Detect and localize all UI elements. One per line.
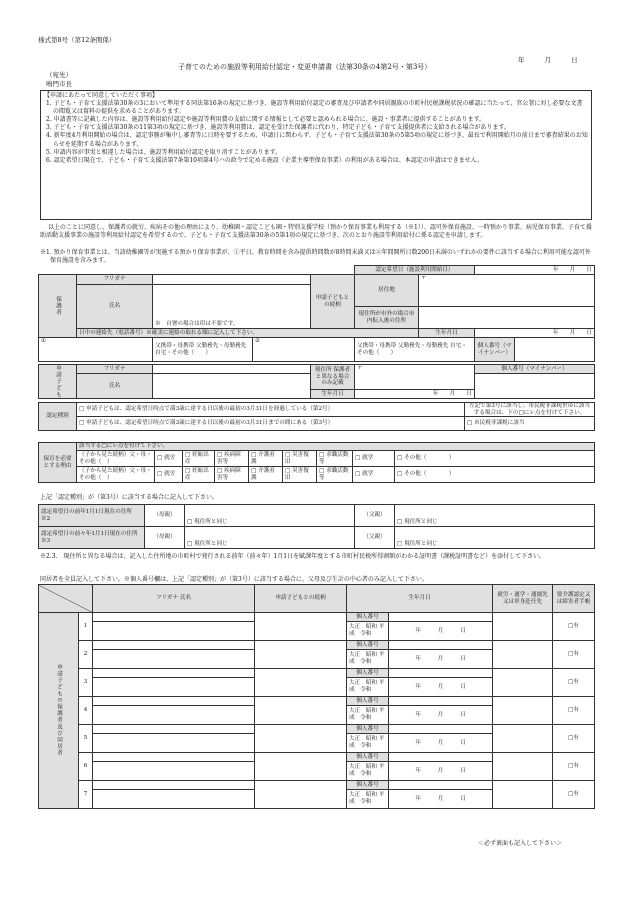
household-relation-field[interactable] <box>255 613 347 641</box>
household-mynumber-field[interactable] <box>389 781 493 790</box>
contact-2-field[interactable]: ② <box>253 338 355 362</box>
household-workplace-field[interactable] <box>493 753 553 781</box>
household-side-label: 申請子どもの保護者及び同居者 <box>39 613 79 809</box>
child-birth-field[interactable]: 年 月 日 <box>355 390 475 399</box>
household-era-select[interactable]: 大正 昭和 平成 令和 <box>347 762 389 781</box>
child-furigana-label: フリガナ <box>77 365 153 374</box>
category-table <box>38 402 595 431</box>
household-relation-field[interactable] <box>255 669 347 697</box>
reason-study-1[interactable]: □ 就学 <box>353 451 395 467</box>
household-care-cert-checkbox[interactable]: □有 <box>553 697 595 725</box>
reason-work-2[interactable]: □ 就労 <box>155 467 183 483</box>
household-era-select[interactable]: 大正 昭和 平成 令和 <box>347 790 389 809</box>
household-mynumber-label: 個人番号 <box>347 641 389 650</box>
col-relation: 申請子どもとの続柄 <box>255 585 347 613</box>
household-row <box>39 669 595 678</box>
notice-header: 【申請にあたって同意していただく事項】 <box>44 92 159 99</box>
household-care-cert-checkbox[interactable]: □有 <box>553 781 595 809</box>
intro-text: 以上のことに同意し、保護者の就労、疾病その他の理由により、幼稚園・認定こども園・特別支援学校（預かり保育事業も利用する（※1））、認可外保育施設、一時預かり事業、病児保育事業、子育て援助活動支援事業の施設等利用給付認定を希望するので、子ども・子育て支援法第30条の5第1項の規定に基づき、次のとおり施設等利用給付に係る認定を申請します。 <box>40 224 592 240</box>
category-option-3[interactable]: □ 申請子どもは、認定希望日時点で満3歳に達する日以後の最初の3月31日までの間にある（第3号） <box>77 417 465 431</box>
household-relation-field[interactable] <box>255 697 347 725</box>
contact-1-field[interactable]: ① <box>39 338 153 362</box>
daytime-contact-header: 日中の連絡先（電話番号）※確実に連絡の取れる順に記入して下さい。 <box>77 329 419 338</box>
prior-address-table <box>38 504 595 549</box>
household-furigana-field[interactable] <box>93 641 255 650</box>
child-table <box>38 364 595 399</box>
household-row-number: 7 <box>79 781 93 809</box>
household-relation-field[interactable] <box>255 641 347 669</box>
child-name-field[interactable] <box>153 374 311 399</box>
note-1: ※1. 預かり保育事業とは、当該幼稚園等が実施する預かり保育事業が、①平日、教育時間を含み提供時間数が8時間未満又は②年間開所日数200日未満のいずれかの要件に該当する場合に利用可能な認可外保育施設を含みます。 <box>40 249 591 265</box>
household-mynumber-field[interactable] <box>389 753 493 762</box>
household-table <box>38 584 595 809</box>
prior-year-father-label: （父親） <box>355 505 395 527</box>
col-care-cert: 要介護認定又は障害者手帳 <box>553 585 595 613</box>
household-birth-field[interactable]: 年 月 日 <box>389 734 493 753</box>
notice-item: 2. 申請書等に記載した内容は、施設等利用給付認定や施設等利用費の支給に関する情報として必要と認められる場合に、施設・事業者に提供することがあります。 <box>46 116 486 124</box>
household-mynumber-field[interactable] <box>389 641 493 650</box>
guardian-furigana-label: フリガナ <box>77 275 153 285</box>
sign-note: ※ 自署の場合は印は不要です。 <box>155 321 239 328</box>
category-option-2[interactable]: □ 申請子どもは、認定希望日時点で満3歳に達する日以後の最初の3月31日を経過している（第2号） <box>77 403 465 417</box>
household-row-number: 4 <box>79 697 93 725</box>
reason-jobseek-1[interactable]: □ 求職活動等 <box>317 451 353 467</box>
household-name-field[interactable] <box>93 650 255 669</box>
household-era-select[interactable]: 大正 昭和 平成 令和 <box>347 622 389 641</box>
household-workplace-field[interactable] <box>493 725 553 753</box>
prior-address-intro: 上記「認定種別」が（第3号）に該当する場合に記入して下さい。 <box>40 494 218 501</box>
prior-year-mother-label: （母親） <box>145 505 185 527</box>
relation-label: 申請子どもとの続柄 <box>311 275 355 329</box>
two-years-prior-label: 認定希望日の前々年1月1日現在の住所 ※3 <box>39 527 145 549</box>
household-row <box>39 613 595 622</box>
household-mynumber-field[interactable] <box>389 669 493 678</box>
note-2-3: ※2.3. 現住所と異なる場合は、記入した住所地の市町村で発行される前年（前々年）1月1日を賦課年度とする市町村民税所得割額がわかる証明書（課税証明書など）を添付して下さい。 <box>40 553 546 560</box>
household-name-field[interactable] <box>93 790 255 809</box>
household-row <box>39 781 595 790</box>
notice-item: 5. 申請内容が事実と相違した場合は、施設等利用給付認定を取り消すことがあります。 <box>46 148 282 156</box>
household-mynumber-field[interactable] <box>389 697 493 706</box>
hope-date-field[interactable]: 年 月 日 <box>475 266 595 275</box>
household-row <box>39 753 595 762</box>
date-line: 年 月 日 <box>518 56 578 64</box>
household-birth-field[interactable]: 年 月 日 <box>389 650 493 669</box>
care-reason-header: 該当する□にレ点を付けて下さい。 <box>77 443 595 451</box>
household-era-select[interactable]: 大正 昭和 平成 令和 <box>347 650 389 669</box>
residence-field[interactable]: 〒 <box>419 275 595 307</box>
guardian-mynumber-field[interactable] <box>515 338 595 362</box>
reason-other-2[interactable]: □ その他（ ） <box>395 467 595 483</box>
child-mynumber-label: 個人番号（マイナンバー） <box>475 365 595 374</box>
reason-pregnancy-1[interactable]: □ 妊娠出産 <box>183 451 215 467</box>
residence-label: 居住地 <box>355 275 419 307</box>
addressee-label: （宛先） <box>46 71 72 79</box>
household-relation-field[interactable] <box>255 725 347 753</box>
child-birth-label: 生年月日 <box>311 390 355 399</box>
household-furigana-field[interactable] <box>93 697 255 706</box>
col-name: フリガナ 氏名 <box>93 585 255 613</box>
household-row-number: 3 <box>79 669 93 697</box>
household-era-select[interactable]: 大正 昭和 平成 令和 <box>347 734 389 753</box>
household-row <box>39 697 595 706</box>
household-mynumber-label: 個人番号 <box>347 781 389 790</box>
household-row-number: 1 <box>79 613 93 641</box>
page-title: 子育てのための施設等利用給付認定・変更申請書（法第30条の4第2号・第3号） <box>178 63 432 71</box>
notice-item: 4. 新年度4月利用開始の場合は、認定事務が集中し審査等に日時を要するため、申請日に関わらず、子ども・子育て支援法第30条の5第5項の規定に基づき、最長で利用開始月の前日まで審査結果のお知らせを延期する場合があります。 <box>46 132 588 148</box>
household-row <box>39 725 595 734</box>
child-section-label: 申請子ども <box>39 365 77 399</box>
household-relation-field[interactable] <box>255 781 347 809</box>
guardian-birth-field[interactable]: 年 月 日 <box>475 329 595 338</box>
household-mynumber-label: 個人番号 <box>347 669 389 678</box>
reason-illness-2[interactable]: □ 疾病障害等 <box>215 467 249 483</box>
non-taxable-checkbox[interactable]: □ 市民税非課税に該当 <box>465 417 595 431</box>
reason-study-2[interactable]: □ 就学 <box>353 467 395 483</box>
reason-jobseek-2[interactable]: □ 求職活動等 <box>317 467 353 483</box>
household-care-cert-checkbox[interactable]: □有 <box>553 725 595 753</box>
notice-item: 6. 認定希望日現在で、子ども・子育て支援法第7条第10項第4号ハの政令で定める施設（企業主導型保育事業）の利用がある場合は、本認定の申請はできません。 <box>46 156 484 164</box>
household-row-number: 6 <box>79 753 93 781</box>
guardian-furigana-field[interactable] <box>153 275 311 285</box>
child-name-label: 氏名 <box>77 374 153 399</box>
household-row <box>39 641 595 650</box>
care-reason-label: 保育を必要とする理由 <box>39 443 77 483</box>
household-workplace-field[interactable] <box>493 613 553 641</box>
household-mynumber-field[interactable] <box>389 725 493 734</box>
guardian-section-label: 保護者 <box>39 275 77 338</box>
care-reason-relation-2[interactable]: （子から見た続柄）父・母・その他（ ） <box>77 467 155 483</box>
household-furigana-field[interactable] <box>93 753 255 762</box>
household-furigana-field[interactable] <box>93 613 255 622</box>
two-years-prior-father-label: （父親） <box>355 527 395 549</box>
household-corner <box>39 585 93 613</box>
household-workplace-field[interactable] <box>493 697 553 725</box>
household-name-field[interactable] <box>93 706 255 725</box>
reason-pregnancy-2[interactable]: □ 妊娠出産 <box>183 467 215 483</box>
col-workplace: 就労・通学・通園先又は単身赴任先 <box>493 585 553 613</box>
applicant-table <box>38 265 595 362</box>
reason-disaster-2[interactable]: □ 災害復旧 <box>283 467 317 483</box>
household-workplace-field[interactable] <box>493 641 553 669</box>
reason-nursing-1[interactable]: □ 介護看護 <box>249 451 283 467</box>
form-number: 様式第8号（第12条関係） <box>38 36 116 44</box>
household-era-select[interactable]: 大正 昭和 平成 令和 <box>347 678 389 697</box>
moved-in-label: 現住所が市外の場合市内転入後の住所 <box>355 307 419 329</box>
notice-item: 1. 子ども・子育て支援法第30条の3において準用する同法第16条の規定に基づき、施設等利用給付認定の審査及び申請者や同居親族の市町村民税課税状況の確認に当たって、官公署に対し必要な文書の閲覧又は資料の提供を求めることがあります。 <box>46 100 583 116</box>
child-address-field[interactable]: 〒 <box>355 365 475 390</box>
guardian-name-field[interactable] <box>153 285 311 329</box>
household-era-select[interactable]: 大正 昭和 平成 令和 <box>347 706 389 725</box>
household-birth-field[interactable]: 年 月 日 <box>389 762 493 781</box>
prior-year-father-field[interactable]: □ 現住所と同じ <box>395 505 595 527</box>
reason-work-1[interactable]: □ 就労 <box>155 451 183 467</box>
household-row-number: 2 <box>79 641 93 669</box>
household-birth-field[interactable]: 年 月 日 <box>389 678 493 697</box>
guardian-mynumber-label: 個人番号（マイナンバー） <box>475 338 515 362</box>
reason-other-1[interactable]: □ その他（ ） <box>395 451 595 467</box>
household-furigana-field[interactable] <box>93 725 255 734</box>
household-care-cert-checkbox[interactable]: □有 <box>553 753 595 781</box>
reason-disaster-1[interactable]: □ 災害復旧 <box>283 451 317 467</box>
non-taxable-note: 左記で第3号に該当し、市民税非課税世帯に該当する場合は、下の□にレ点を付けて下さい。 <box>465 403 595 417</box>
household-mynumber-label: 個人番号 <box>347 725 389 734</box>
reason-illness-1[interactable]: □ 疾病障害等 <box>215 451 249 467</box>
household-name-field[interactable] <box>93 622 255 641</box>
two-years-prior-father-field[interactable]: □ 現住所と同じ <box>395 527 595 549</box>
two-years-prior-mother-field[interactable]: □ 現住所と同じ <box>185 527 355 549</box>
notice-item: 3. 子ども・子育て支援法第30条の11第3項の規定に基づき、施設等利用費は、認定を受けた保護者に代わり、特定子ども・子育て支援提供者に支給される場合があります。 <box>46 124 511 132</box>
consent-notice <box>40 90 592 220</box>
household-intro: 同居者を全員記入して下さい。※個人番号欄は、上記「認定種別」が（第3号）に該当する場合に、父母及び生計の中心者のみ記入して下さい。 <box>40 576 428 583</box>
household-furigana-field[interactable] <box>93 669 255 678</box>
household-care-cert-checkbox[interactable]: □有 <box>553 641 595 669</box>
household-name-field[interactable] <box>93 762 255 781</box>
care-reason-relation-1[interactable]: （子から見た続柄）父・母・その他（ ） <box>77 451 155 467</box>
child-furigana-field[interactable] <box>153 365 311 374</box>
hope-date-label: 認定希望日（施設利用開始日） <box>355 266 475 275</box>
child-address-label: 現住所 保護者と異なる場合のみ記載 <box>311 365 355 390</box>
category-label: 認定種別 <box>39 403 77 431</box>
household-mynumber-field[interactable] <box>389 613 493 622</box>
guardian-name-label: 氏名 <box>77 285 153 329</box>
household-name-field[interactable] <box>93 734 255 753</box>
household-birth-field[interactable]: 年 月 日 <box>389 706 493 725</box>
household-care-cert-checkbox[interactable]: □有 <box>553 613 595 641</box>
reason-nursing-2[interactable]: □ 介護看護 <box>249 467 283 483</box>
addressee-name: 鳴門市長 <box>46 80 72 88</box>
household-care-cert-checkbox[interactable]: □有 <box>553 669 595 697</box>
col-birth: 生年月日 <box>347 585 493 613</box>
two-years-prior-mother-label: （母親） <box>145 527 185 549</box>
household-birth-field[interactable]: 年 月 日 <box>389 790 493 809</box>
household-row-number: 5 <box>79 725 93 753</box>
child-mynumber-field[interactable] <box>475 374 595 399</box>
moved-in-field[interactable] <box>419 307 595 329</box>
household-mynumber-label: 個人番号 <box>347 613 389 622</box>
household-relation-field[interactable] <box>255 753 347 781</box>
prior-year-mother-field[interactable]: □ 現住所と同じ <box>185 505 355 527</box>
contact-1-type[interactable]: 父携帯・母携帯 父勤務先・母勤務先 自宅・その他（ ） <box>153 338 253 362</box>
care-reason-table <box>38 442 595 483</box>
footer-note: ＜必ず裏面も記入して下さい＞ <box>478 840 563 847</box>
prior-year-label: 認定希望日の前年1月1日現在の住所 ※2 <box>39 505 145 527</box>
household-birth-field[interactable]: 年 月 日 <box>389 622 493 641</box>
household-name-field[interactable] <box>93 678 255 697</box>
household-mynumber-label: 個人番号 <box>347 697 389 706</box>
guardian-birth-label: 生年月日 <box>419 329 475 338</box>
household-workplace-field[interactable] <box>493 781 553 809</box>
contact-2-type[interactable]: 父携帯・母携帯 父勤務先・母勤務先 自宅・その他（ ） <box>355 338 475 362</box>
household-furigana-field[interactable] <box>93 781 255 790</box>
household-workplace-field[interactable] <box>493 669 553 697</box>
household-mynumber-label: 個人番号 <box>347 753 389 762</box>
